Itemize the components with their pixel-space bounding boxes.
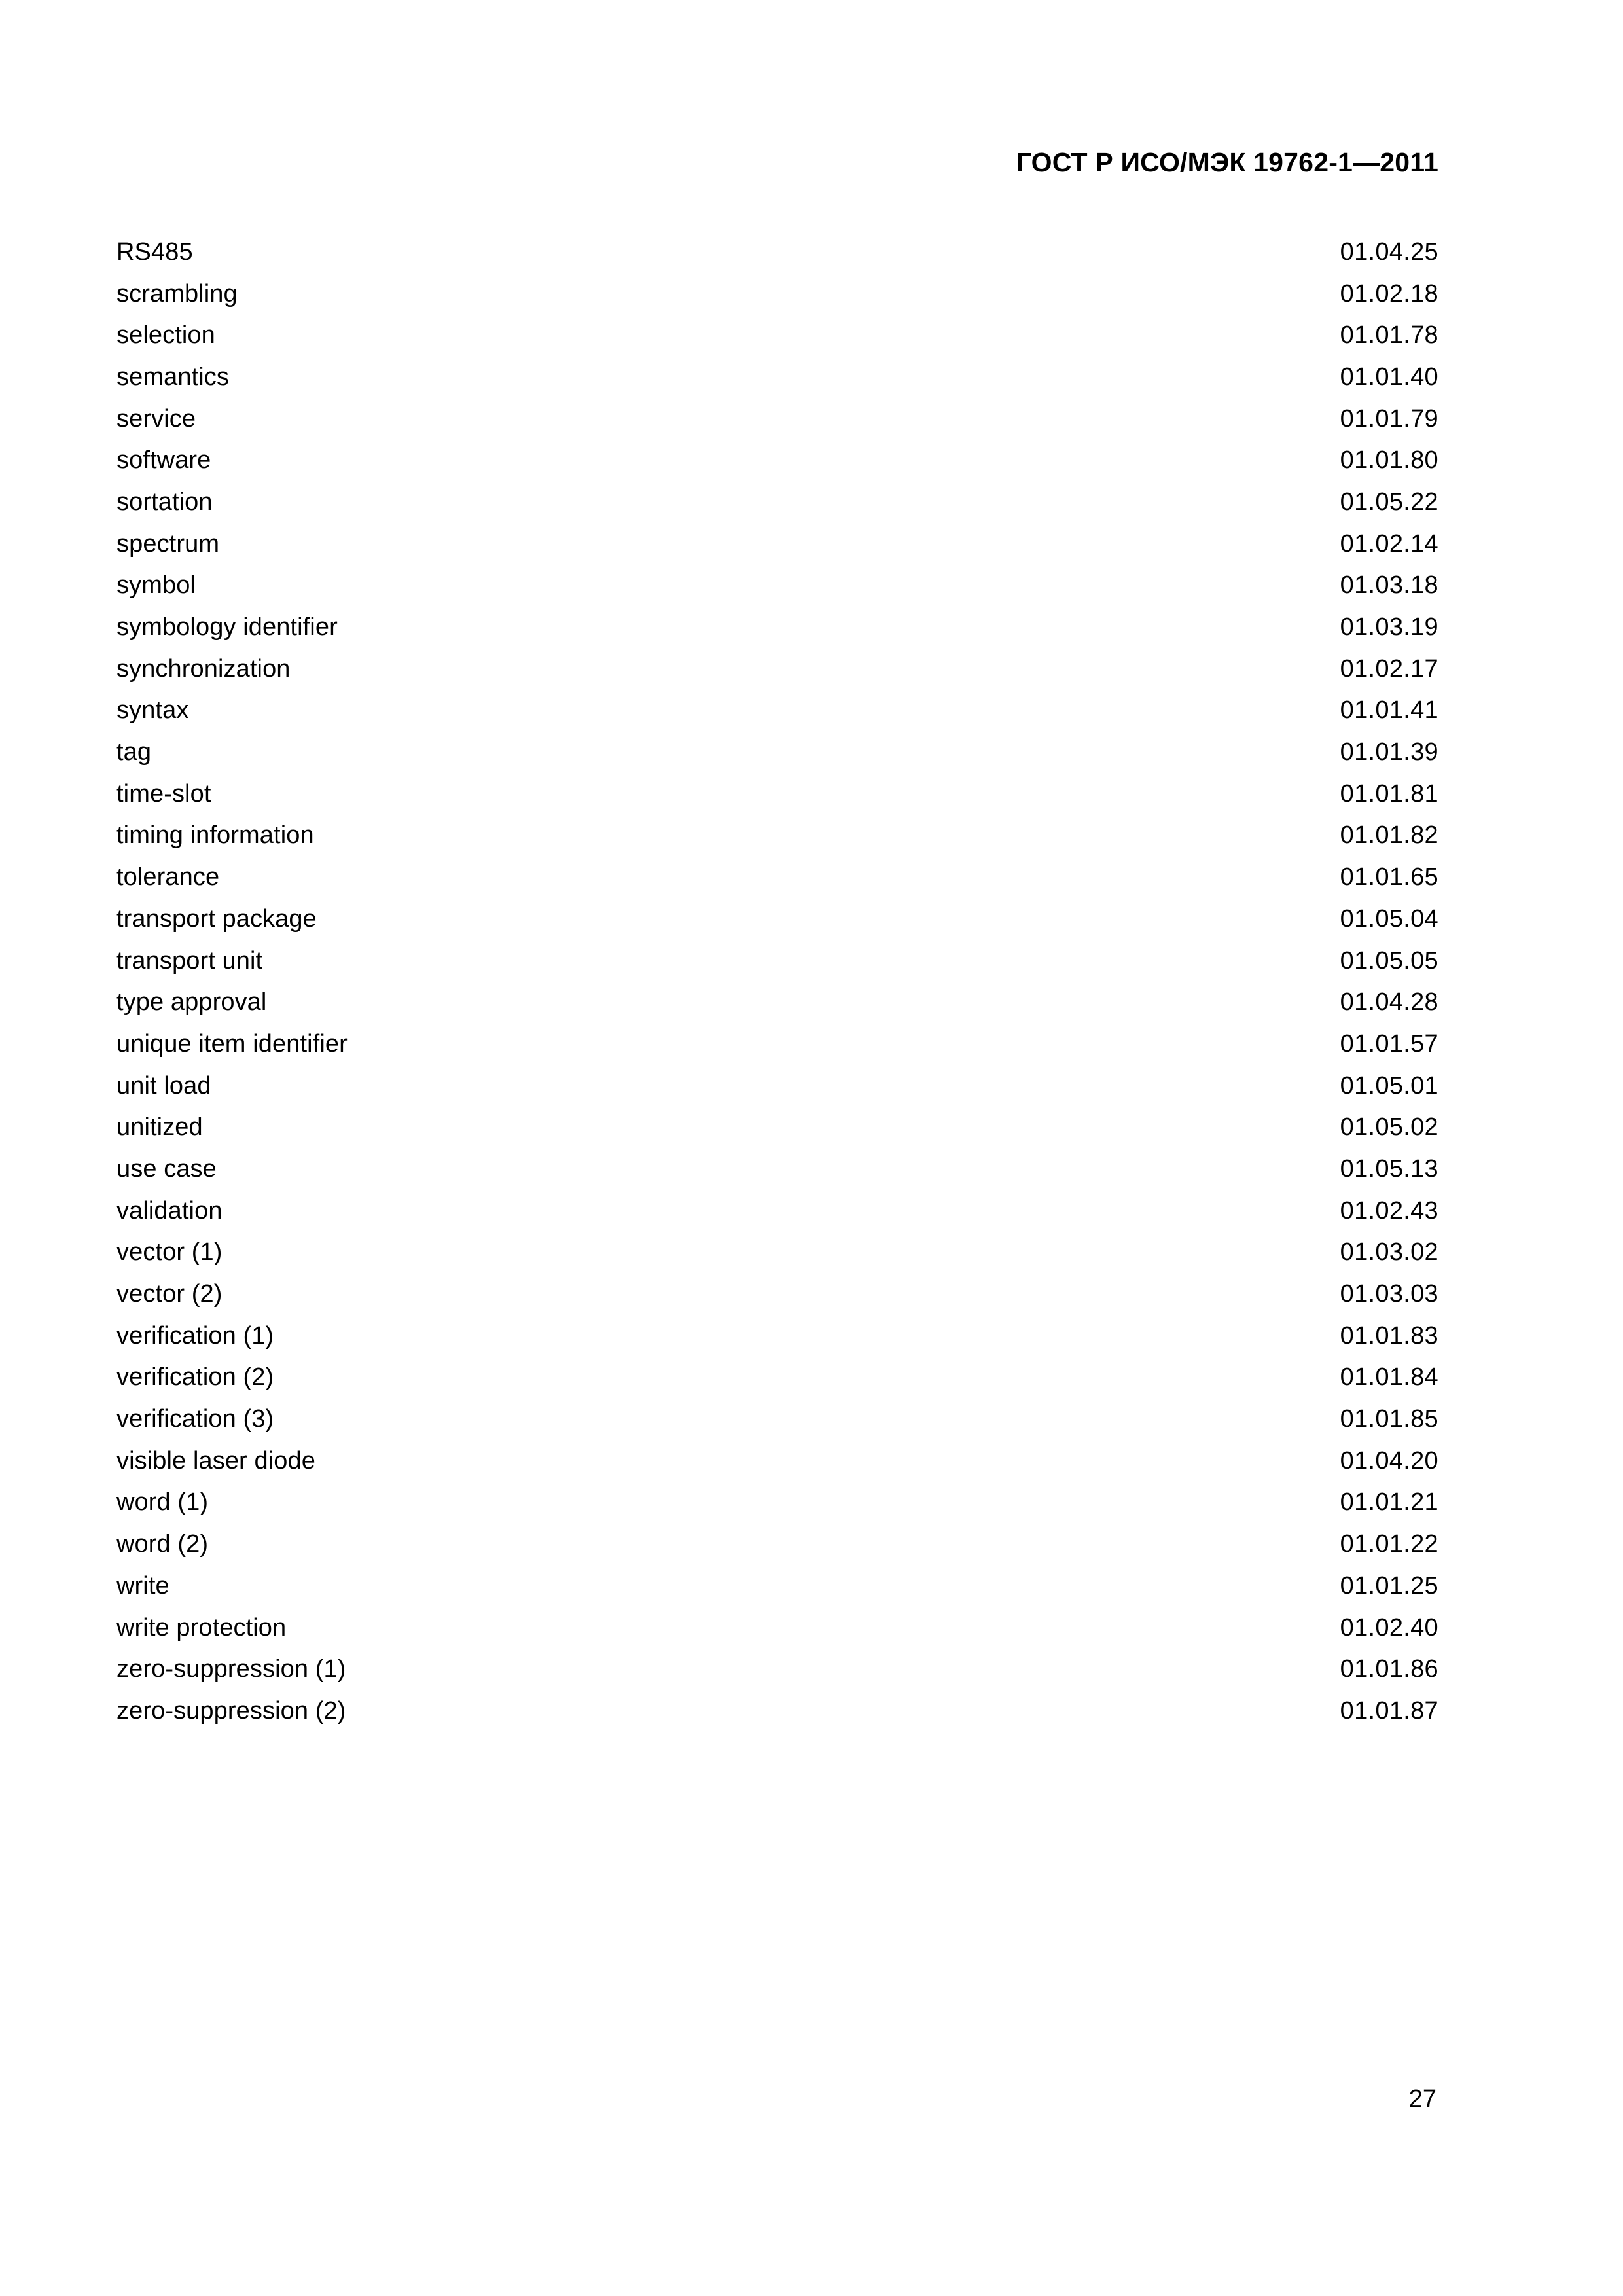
index-code: 01.01.40 [1340,363,1438,391]
index-row [116,1398,1438,1440]
index-row [116,523,1438,565]
index-row [116,1315,1438,1357]
index-term: type approval [116,988,267,1016]
index-code: 01.05.02 [1340,1113,1438,1141]
index-term: symbol [116,571,196,600]
index-row [116,314,1438,356]
index-row [116,898,1438,940]
index-code: 01.01.79 [1340,404,1438,433]
index-term: software [116,446,211,475]
index-code: 01.01.86 [1340,1655,1438,1683]
index-row [116,1482,1438,1524]
index-code: 01.02.14 [1340,529,1438,558]
index-term: unit load [116,1071,211,1100]
index-row [116,1648,1438,1690]
index-row [116,1106,1438,1148]
index-term: semantics [116,363,229,391]
index-term: write protection [116,1613,287,1641]
index-row [116,273,1438,315]
index-code: 01.03.19 [1340,613,1438,641]
index-term: vector (1) [116,1238,223,1266]
index-row [116,231,1438,273]
index-row [116,565,1438,607]
index-row [116,940,1438,982]
index-term: sortation [116,488,213,516]
index-code: 01.01.80 [1340,446,1438,475]
index-row [116,856,1438,898]
index-row [116,606,1438,648]
index-term: RS485 [116,238,193,266]
index-term: zero-suppression (1) [116,1655,346,1683]
index-code: 01.02.43 [1340,1196,1438,1225]
index-code: 01.01.84 [1340,1363,1438,1391]
index-code: 01.03.18 [1340,571,1438,600]
index-term: scrambling [116,279,238,308]
index-term: symbology identifier [116,613,338,641]
index-code: 01.05.05 [1340,946,1438,975]
index-code: 01.01.78 [1340,321,1438,350]
index-code: 01.05.22 [1340,488,1438,516]
index-row [116,1440,1438,1482]
index-code: 01.01.39 [1340,738,1438,766]
index-row [116,1607,1438,1649]
index-code: 01.02.17 [1340,655,1438,683]
index-row [116,1523,1438,1565]
index-row [116,1565,1438,1607]
index-code: 01.01.41 [1340,696,1438,725]
index-row [116,1065,1438,1107]
index-term: use case [116,1155,217,1183]
document-header: ГОСТ Р ИСО/МЭК 19762-1—2011 [1016,147,1438,177]
index-term: unique item identifier [116,1030,348,1058]
index-row [116,356,1438,398]
index-row [116,1357,1438,1399]
index-code: 01.01.65 [1340,863,1438,891]
index-row [116,1232,1438,1274]
index-term: spectrum [116,529,220,558]
index-term: tolerance [116,863,220,891]
index-code: 01.01.25 [1340,1571,1438,1600]
index-term: zero-suppression (2) [116,1696,346,1725]
index-row [116,1690,1438,1732]
index-code: 01.05.01 [1340,1071,1438,1100]
index-term: write [116,1571,169,1600]
index-term: synchronization [116,655,291,683]
index-row [116,648,1438,690]
index-term: service [116,404,196,433]
index-term: unitized [116,1113,203,1141]
index-row [116,981,1438,1023]
index-row [116,398,1438,440]
index-row [116,1023,1438,1065]
index-term: transport package [116,905,317,933]
index-code: 01.02.40 [1340,1613,1438,1641]
index-code: 01.02.18 [1340,279,1438,308]
index-code: 01.03.02 [1340,1238,1438,1266]
index-code: 01.05.13 [1340,1155,1438,1183]
index-term: vector (2) [116,1280,223,1308]
index-code: 01.01.83 [1340,1321,1438,1350]
index-code: 01.01.57 [1340,1030,1438,1058]
index-term: transport unit [116,946,263,975]
index-row [116,481,1438,523]
index-term: time-slot [116,780,211,808]
page-number: 27 [1408,2085,1436,2113]
index-code: 01.05.04 [1340,905,1438,933]
index-code: 01.01.87 [1340,1696,1438,1725]
index-row [116,731,1438,773]
index-row [116,1148,1438,1190]
index-code: 01.04.28 [1340,988,1438,1016]
index-row [116,439,1438,481]
index-term: verification (3) [116,1405,274,1433]
index-row [116,1190,1438,1232]
index-term: selection [116,321,215,350]
index-term: validation [116,1196,223,1225]
index-row [116,773,1438,815]
index-term: verification (1) [116,1321,274,1350]
index-row [116,1273,1438,1315]
index-term: word (2) [116,1530,209,1558]
index-code: 01.01.81 [1340,780,1438,808]
index-term: visible laser diode [116,1446,315,1475]
index-row [116,815,1438,857]
index-code: 01.03.03 [1340,1280,1438,1308]
alphabetical-index [116,231,1438,1732]
index-code: 01.01.82 [1340,821,1438,850]
index-row [116,690,1438,732]
index-term: word (1) [116,1488,209,1516]
index-code: 01.01.22 [1340,1530,1438,1558]
index-code: 01.04.20 [1340,1446,1438,1475]
index-term: timing information [116,821,314,850]
index-term: syntax [116,696,189,725]
index-code: 01.01.21 [1340,1488,1438,1516]
index-term: verification (2) [116,1363,274,1391]
index-code: 01.01.85 [1340,1405,1438,1433]
index-code: 01.04.25 [1340,238,1438,266]
index-term: tag [116,738,152,766]
